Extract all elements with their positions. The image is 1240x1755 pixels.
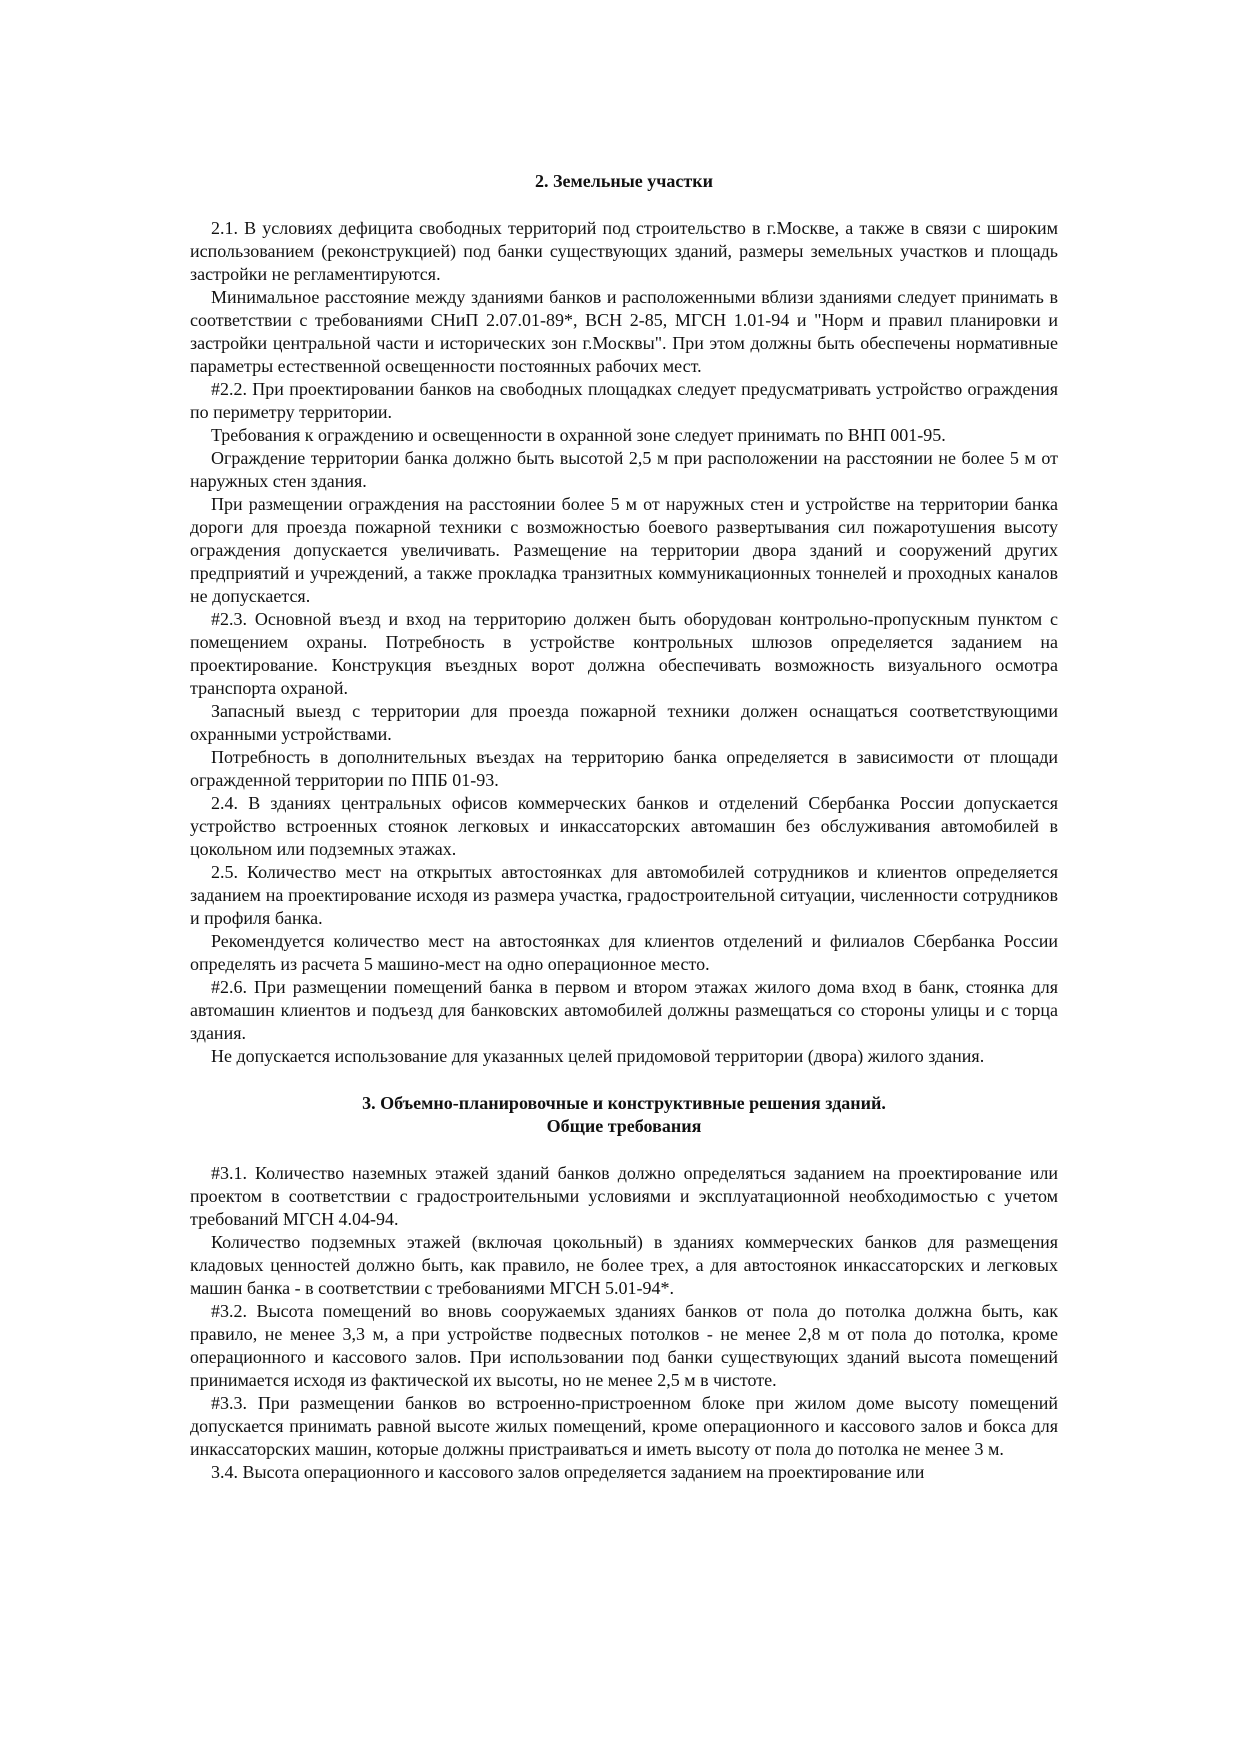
paragraph-3-4: 3.4. Высота операционного и кассового залов определяется заданием на проектирование или <box>211 1462 925 1482</box>
paragraph-3-1: #3.1. Количество наземных этажей зданий банков должно определяться заданием на проектирование или проектом в соответствии с градостроительными условиями и эксплуатационной необходимостью с учетом требований МГСН 4.04-94. <box>190 1163 1058 1229</box>
paragraph-2-4: 2.4. В зданиях центральных офисов коммерческих банков и отделений Сбербанка России допускается устройство встроенных стоянок легковых и инкассаторских автомашин без обслуживания автомобилей в цокольном или подземных этажах. <box>190 793 1058 859</box>
section-3-title-line-2: Общие требования <box>546 1116 702 1136</box>
paragraph-2-2-fence-height: Ограждение территории банка должно быть высотой 2,5 м при расположении на расстоянии не более 5 м от наружных стен здания. <box>190 448 1058 491</box>
paragraph-2-3-spare-exit: Запасный выезд с территории для проезда пожарной техники должен оснащаться соответствующими охранными устройствами. <box>190 701 1058 744</box>
paragraph-2-5-recommendation: Рекомендуется количество мест на автостоянках для клиентов отделений и филиалов Сбербанка России определять из расчета 5 машино-мест на одно операционное место. <box>190 931 1058 974</box>
paragraph-2-2-fence-placement: При размещении ограждения на расстоянии более 5 м от наружных стен и устройстве на территории банка дороги для проезда пожарной техники с возможностью боевого развертывания сил пожаротушения высоту ограждения допускается увеличивать. Размещение на территории двора зданий и сооружений других предприятий и учреждений, а также прокладка транзитных коммуникационных тоннелей и проходных каналов не допускается. <box>190 494 1058 606</box>
paragraph-2-6-restriction: Не допускается использование для указанных целей придомовой территории (двора) жилого здания. <box>211 1046 985 1066</box>
paragraph-2-3-extra-entries: Потребность в дополнительных въездах на территорию банка определяется в зависимости от площади огражденной территории по ППБ 01-93. <box>190 747 1058 790</box>
paragraph-2-1-distance: Минимальное расстояние между зданиями банков и расположенными вблизи зданиями следует принимать в соответствии с требованиями СНиП 2.07.01-89*, ВСН 2-85, МГСН 1.01-94 и "Норм и правил планировки и застройки центральной части и исторических зон г.Москвы". При этом должны быть обеспечены нормативные параметры естественной освещенности постоянных рабочих мест. <box>190 287 1058 376</box>
section-2-title: 2. Земельные участки <box>535 171 713 191</box>
paragraph-3-1-underground: Количество подземных этажей (включая цокольный) в зданиях коммерческих банков для размещения кладовых ценностей должно быть, как правило, не более трех, а для автостоянок инкассаторских и легковых машин банка - в соответствии с требованиями МГСН 5.01-94*. <box>190 1232 1058 1298</box>
section-3-title <box>190 1092 1058 1138</box>
section-3-title-line-1: 3. Объемно-планировочные и конструктивные решения зданий. <box>362 1093 886 1113</box>
paragraph-2-2: #2.2. При проектировании банков на свободных площадках следует предусматривать устройство ограждения по периметру территории. <box>190 379 1058 422</box>
paragraph-2-1: 2.1. В условиях дефицита свободных территорий под строительство в г.Москве, а также в связи с широким использованием (реконструкцией) под банки существующих зданий, размеры земельных участков и площадь застройки не регламентируются. <box>190 218 1058 284</box>
paragraph-3-3: #3.3. При размещении банков во встроенно-пристроенном блоке при жилом доме высоту помещений допускается принимать равной высоте жилых помещений, кроме операционного и кассового залов и бокса для инкассаторских машин, которые должны пристраиваться и иметь высоту от пола до потолка не менее 3 м. <box>190 1393 1058 1459</box>
paragraph-3-2: #3.2. Высота помещений во вновь сооружаемых зданиях банков от пола до потолка должна быть, как правило, не менее 3,3 м, а при устройстве подвесных потолков - не менее 2,8 м от пола до потолка, кроме операционного и кассового залов. При использовании под банки существующих зданий высота помещений принимается исходя из фактической их высоты, но не менее 2,5 м в чистоте. <box>190 1301 1058 1390</box>
paragraph-2-3: #2.3. Основной въезд и вход на территорию должен быть оборудован контрольно-пропускным пунктом с помещением охраны. Потребность в устройстве контрольных шлюзов определяется заданием на проектирование. Конструкция въездных ворот должна обеспечивать возможность визуального осмотра транспорта охраной. <box>190 609 1058 698</box>
document-page <box>190 170 1058 1484</box>
paragraph-2-2-requirements: Требования к ограждению и освещенности в охранной зоне следует принимать по ВНП 001-95. <box>211 425 946 445</box>
paragraph-2-5: 2.5. Количество мест на открытых автостоянках для автомобилей сотрудников и клиентов определяется заданием на проектирование исходя из размера участка, градостроительной ситуации, численности сотрудников и профиля банка. <box>190 862 1058 928</box>
paragraph-2-6: #2.6. При размещении помещений банка в первом и втором этажах жилого дома вход в банк, стоянка для автомашин клиентов и подъезд для банковских автомобилей должны размещаться со стороны улицы и с торца здания. <box>190 977 1058 1043</box>
